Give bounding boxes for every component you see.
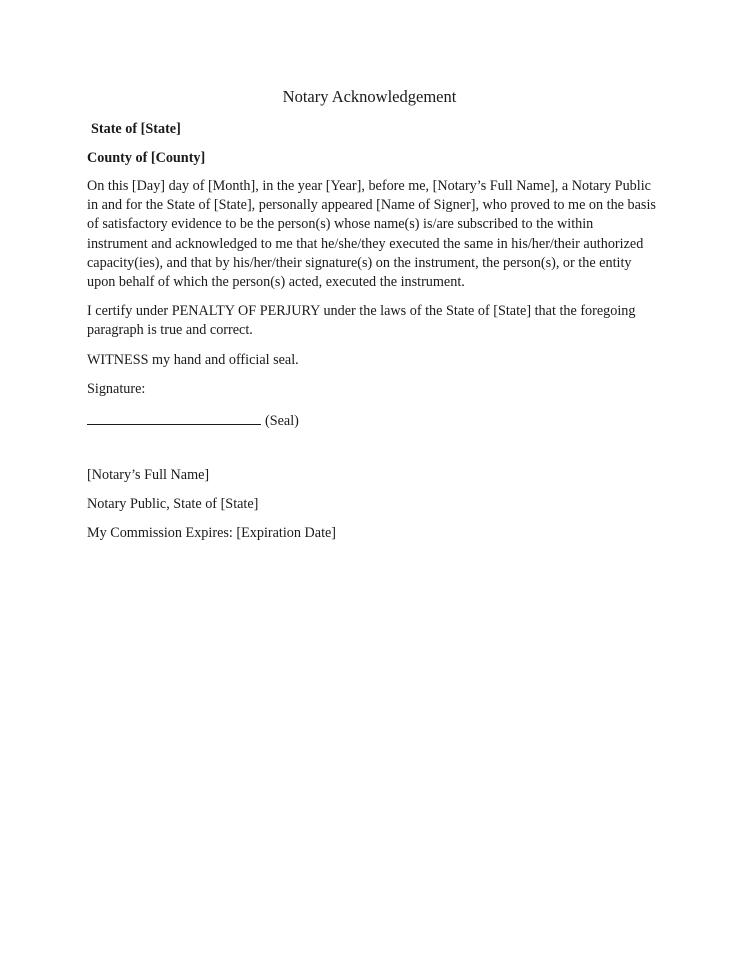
signature-label: Signature: [87, 381, 146, 397]
state-line: State of [State] [91, 121, 181, 137]
seal-label: (Seal) [265, 413, 299, 429]
perjury-paragraph: I certify under PENALTY OF PERJURY under the laws of the State of [State] that the foregoing paragraph is true and correct. [87, 303, 636, 339]
signature-line [87, 409, 261, 425]
county-line: County of [County] [87, 150, 206, 166]
commission-expiry: My Commission Expires: [Expiration Date] [87, 525, 337, 541]
notary-title: Notary Public, State of [State] [87, 496, 259, 512]
document-title: Notary Acknowledgement [282, 87, 457, 106]
witness-line: WITNESS my hand and official seal. [87, 352, 299, 368]
acknowledgement-paragraph: On this [Day] day of [Month], in the year [Year], before me, [Notary’s Full Name], a Notary Public in and for the State of [State], personally appeared [Name of Signer], who proved to me on the basis of satisfactory evidence to be the person(s) whose name(s) is/are subscribed to the within instrument and acknowledged to me that he/she/they executed the same in his/her/their authorized capacity(ies), and that by his/her/their signature(s) on the instrument, the person(s), or the entity upon behalf of which the person(s) acted, executed the instrument. [87, 178, 656, 291]
notary-name: [Notary’s Full Name] [87, 467, 210, 483]
signature-row [87, 409, 657, 431]
